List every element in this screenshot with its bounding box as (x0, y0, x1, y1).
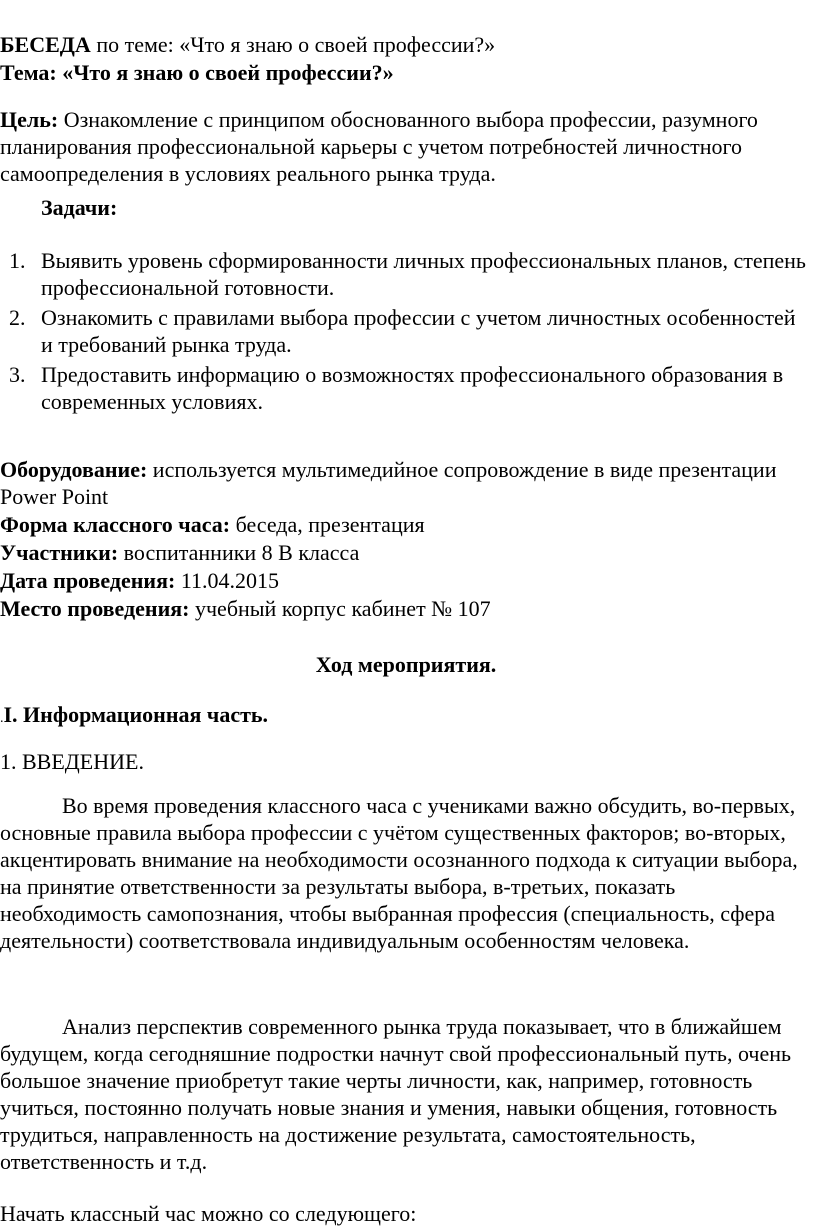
title-label: БЕСЕДА (0, 32, 91, 57)
intro-paragraph-1: Во время проведения классного часа с учениками важно обсудить, во-первых, основные правила выбора профессии с учётом существенных факторов; во-вторых, акцентировать внимание на необходимости осознанного подхода к ситуации выбора, на принятие ответственности за результаты выбора, в-третьих, показать необходимость самопознания, чтобы выбранная профессия (специальность, сфера деятельности) соответствовала индивидуальным особенностям человека. (0, 793, 798, 953)
intro-paragraph-2: Анализ перспектив современного рынка труда показывает, что в ближайшем будущем, когда сегодняшние подростки начнут свой профессиональный путь, очень большое значение приобретут такие черты личности, как, например, готовность учиться, постоянно получать новые знания и умения, навыки общения, готовность трудиться, направленность на достижение результата, самостоятельность, ответственность и т.д. (0, 1014, 792, 1174)
intro-paragraph-3: Начать классный час можно со следующего: (0, 1201, 417, 1226)
list-item: 3. Предоставить информацию о возможностях профессионального образования в современных условиях. (9, 362, 784, 414)
event-heading: Ход мероприятия. (315, 652, 497, 677)
document-title (0, 31, 812, 58)
date-line: Дата проведения: 11.04.2015 (0, 568, 280, 593)
place-line: Место проведения: учебный корпус кабинет № 107 (0, 596, 491, 621)
goal-label: Цель: (0, 107, 59, 132)
part-heading: .I. Информационная часть. (0, 702, 269, 727)
title-rest: по теме: «Что я знаю о своей профессии?» (90, 32, 496, 57)
goal-text: Ознакомление с принципом обоснованного выбора профессии, разумного планирования профессиональной карьеры с учетом потребностей личностного самоопределения в условиях реального рынка труда. (0, 107, 758, 186)
intro-heading: 1. ВВЕДЕНИЕ. (0, 749, 144, 774)
goal-paragraph (0, 106, 812, 187)
form-line: Форма классного часа: беседа, презентация (0, 512, 425, 537)
participants-line: Участники: воспитанники 8 В класса (0, 540, 360, 565)
list-item: 1. Выявить уровень сформированности личных профессиональных планов, степень профессиональной готовности. (9, 248, 806, 300)
tasks-heading: Задачи: (41, 195, 118, 220)
tasks-list (0, 247, 812, 415)
equipment-line: Оборудование: используется мультимедийное сопровождение в виде презентации Power Point (0, 457, 777, 509)
list-item: 2. Ознакомить с правилами выбора профессии с учетом личностных особенностей и требований рынка труда. (9, 305, 796, 357)
topic-line: Тема: «Что я знаю о своей профессии?» (0, 60, 394, 85)
